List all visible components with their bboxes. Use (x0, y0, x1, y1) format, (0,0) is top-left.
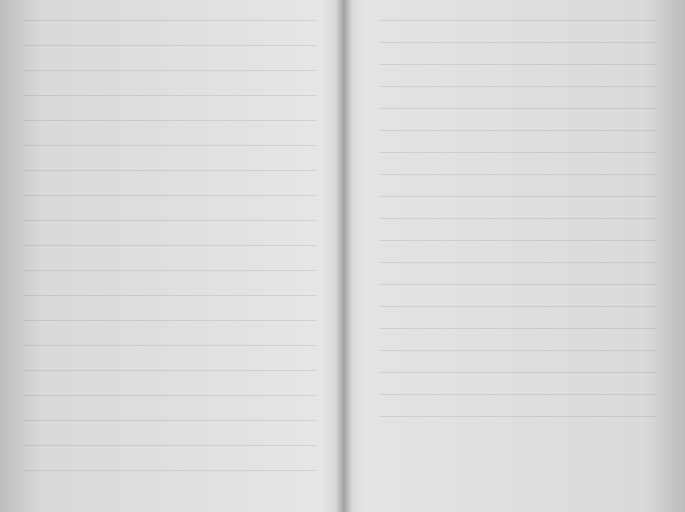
left-line-7 (24, 170, 316, 171)
left-line-4 (24, 95, 316, 96)
right-line-2 (380, 42, 656, 43)
left-line-8 (24, 195, 316, 196)
right-line-8 (380, 174, 656, 175)
left-line-3 (24, 70, 316, 71)
left-line-5 (24, 120, 316, 121)
left-line-13 (24, 320, 316, 321)
left-line-17 (24, 420, 316, 421)
left-line-10 (24, 245, 316, 246)
left-page (0, 0, 340, 512)
right-line-9 (380, 196, 656, 197)
right-line-7 (380, 152, 656, 153)
right-line-13 (380, 284, 656, 285)
left-line-12 (24, 295, 316, 296)
left-line-14 (24, 345, 316, 346)
right-line-1 (380, 20, 656, 21)
left-line-11 (24, 270, 316, 271)
left-line-1 (24, 20, 316, 21)
left-line-9 (24, 220, 316, 221)
left-line-15 (24, 370, 316, 371)
right-line-5 (380, 108, 656, 109)
left-line-6 (24, 145, 316, 146)
right-line-12 (380, 262, 656, 263)
right-line-4-rubric (380, 86, 656, 87)
left-line-18 (24, 445, 316, 446)
left-line-19 (24, 470, 316, 471)
left-line-16 (24, 395, 316, 396)
right-line-17 (380, 372, 656, 373)
left-line-2 (24, 45, 316, 46)
right-line-15 (380, 328, 656, 329)
right-line-18 (380, 394, 656, 395)
right-line-14 (380, 306, 656, 307)
right-line-10 (380, 218, 656, 219)
right-line-3 (380, 64, 656, 65)
right-line-19 (380, 416, 656, 417)
right-line-16 (380, 350, 656, 351)
right-line-11 (380, 240, 656, 241)
right-line-6 (380, 130, 656, 131)
right-page (348, 0, 685, 512)
